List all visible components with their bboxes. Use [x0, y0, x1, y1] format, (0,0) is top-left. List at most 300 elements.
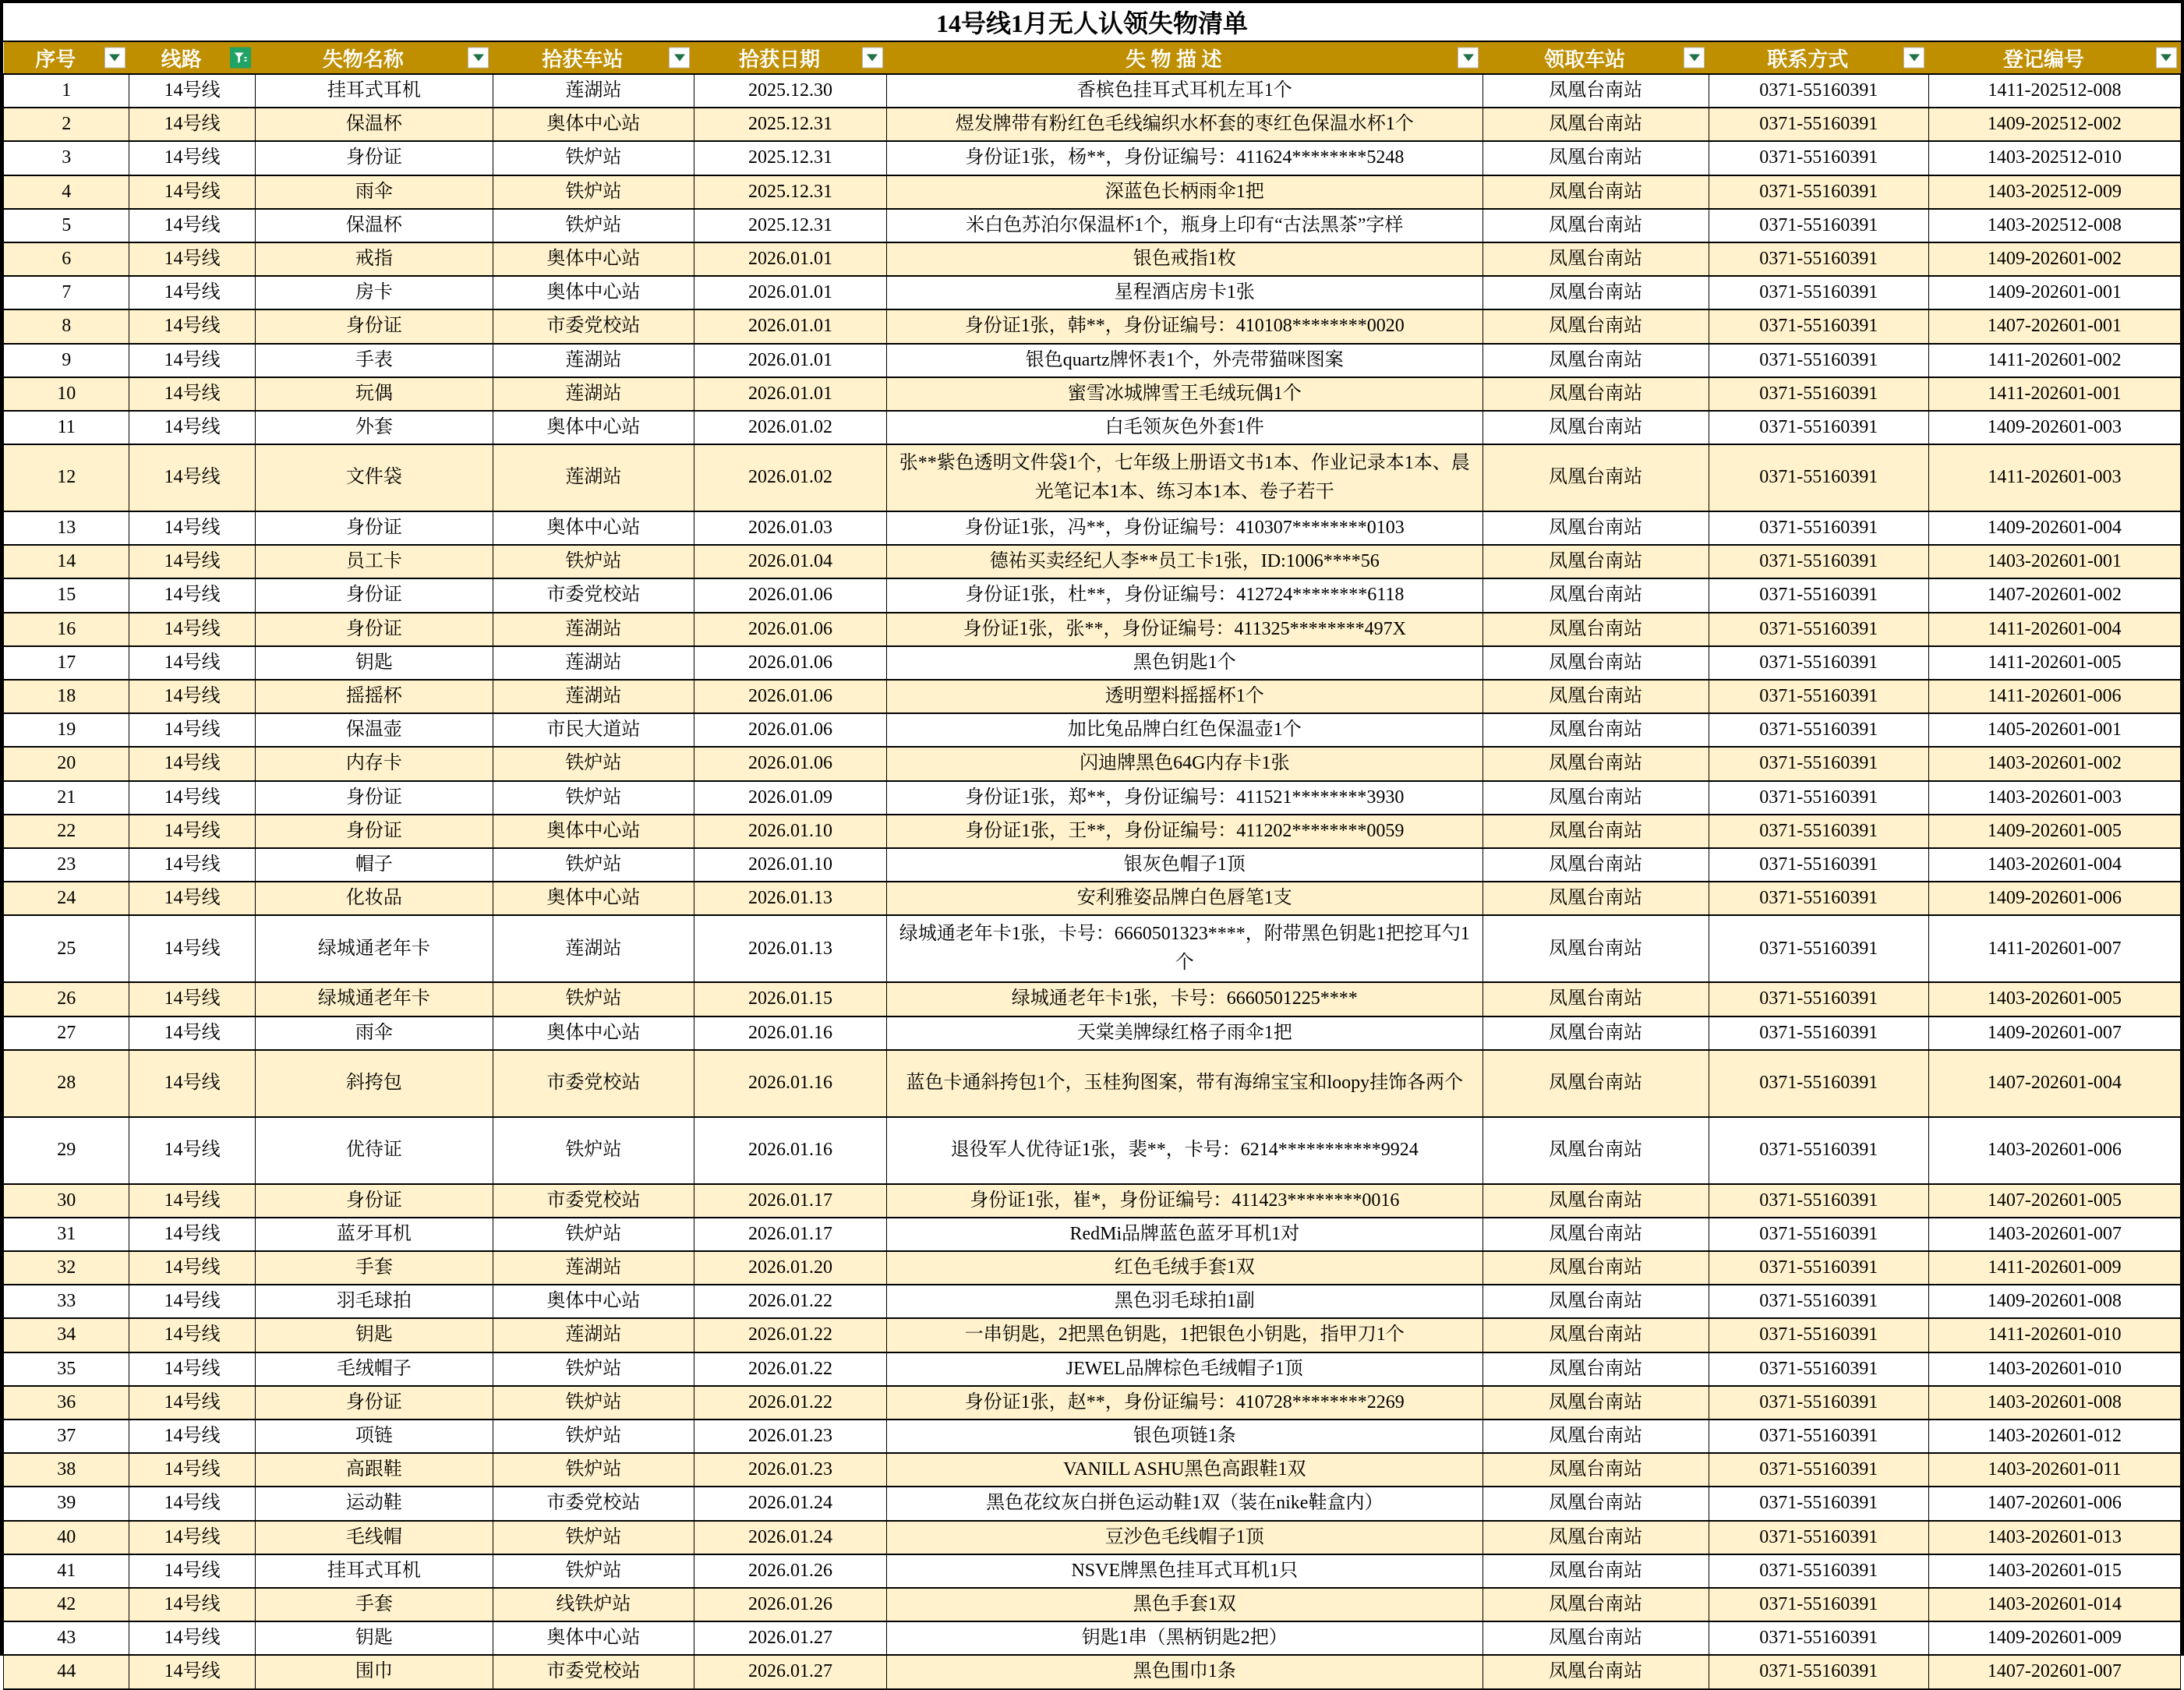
cell-desc: 香槟色挂耳式耳机左耳1个: [887, 74, 1483, 108]
cell-pickup-station: 凤凰台南站: [1483, 815, 1709, 848]
cell-desc: 绿城通老年卡1张，卡号：6660501323****，附带黑色钥匙1把挖耳勺1个: [887, 915, 1483, 982]
cell-contact: 0371-55160391: [1709, 108, 1928, 141]
cell-item: 身份证: [255, 781, 493, 815]
table-row: [4, 848, 2181, 882]
table-row: [4, 344, 2181, 377]
cell-date: 2026.01.16: [694, 1117, 886, 1184]
cell-pickup-station: 凤凰台南站: [1483, 1453, 1709, 1487]
cell-no: 16: [4, 613, 129, 646]
cell-reg-no: 1403-202601-005: [1928, 982, 2180, 1016]
cell-pickup-station: 凤凰台南站: [1483, 108, 1709, 141]
table-row: [4, 1285, 2181, 1318]
cell-contact: 0371-55160391: [1709, 1420, 1928, 1453]
cell-line: 14号线: [129, 1420, 255, 1453]
cell-line: 14号线: [129, 444, 255, 511]
table-row: [4, 882, 2181, 915]
cell-reg-no: 1407-202601-002: [1928, 578, 2180, 612]
cell-reg-no: 1407-202601-001: [1928, 309, 2180, 343]
cell-desc: 身份证1张，韩**，身份证编号：410108********0020: [887, 309, 1483, 343]
cell-found-station: 莲湖站: [493, 344, 694, 377]
filter-dropdown-button[interactable]: [1903, 48, 1924, 69]
cell-contact: 0371-55160391: [1709, 1050, 1928, 1117]
cell-date: 2026.01.27: [694, 1655, 886, 1688]
cell-found-station: 莲湖站: [493, 915, 694, 982]
cell-reg-no: 1403-202512-010: [1928, 141, 2180, 175]
table-row: [4, 1352, 2181, 1386]
table-row: [4, 309, 2181, 343]
cell-no: 34: [4, 1318, 129, 1352]
cell-found-station: 奥体中心站: [493, 411, 694, 444]
cell-line: 14号线: [129, 915, 255, 982]
table-row: [4, 242, 2181, 276]
cell-pickup-station: 凤凰台南站: [1483, 1352, 1709, 1386]
cell-no: 14: [4, 545, 129, 578]
cell-pickup-station: 凤凰台南站: [1483, 1655, 1709, 1688]
cell-no: 26: [4, 982, 129, 1016]
column-header-no: [4, 42, 129, 74]
chevron-down-icon: [1689, 55, 1700, 62]
cell-desc: 身份证1张，赵**，身份证编号：410728********2269: [887, 1386, 1483, 1420]
cell-contact: 0371-55160391: [1709, 747, 1928, 780]
cell-reg-no: 1411-202512-008: [1928, 74, 2180, 108]
cell-contact: 0371-55160391: [1709, 578, 1928, 612]
cell-pickup-station: 凤凰台南站: [1483, 781, 1709, 815]
cell-reg-no: 1403-202601-001: [1928, 545, 2180, 578]
cell-desc: 退役军人优待证1张，裴**，卡号：6214***********9924: [887, 1117, 1483, 1184]
cell-no: 28: [4, 1050, 129, 1117]
column-header-contact: [1709, 42, 1928, 74]
cell-desc: 黑色手套1双: [887, 1588, 1483, 1621]
cell-contact: 0371-55160391: [1709, 1588, 1928, 1621]
cell-item: 钥匙: [255, 1318, 493, 1352]
cell-contact: 0371-55160391: [1709, 646, 1928, 680]
cell-pickup-station: 凤凰台南站: [1483, 545, 1709, 578]
cell-contact: 0371-55160391: [1709, 242, 1928, 276]
cell-contact: 0371-55160391: [1709, 915, 1928, 982]
cell-contact: 0371-55160391: [1709, 713, 1928, 747]
cell-pickup-station: 凤凰台南站: [1483, 74, 1709, 108]
cell-found-station: 莲湖站: [493, 613, 694, 646]
cell-desc: 加比兔品牌白红色保温壶1个: [887, 713, 1483, 747]
cell-found-station: 莲湖站: [493, 1251, 694, 1285]
cell-contact: 0371-55160391: [1709, 1016, 1928, 1050]
cell-found-station: 铁炉站: [493, 848, 694, 882]
cell-item: 雨伞: [255, 175, 493, 209]
chevron-down-icon: [1909, 55, 1920, 62]
cell-found-station: 市委党校站: [493, 1655, 694, 1688]
filter-dropdown-button[interactable]: [862, 48, 883, 69]
cell-pickup-station: 凤凰台南站: [1483, 377, 1709, 411]
cell-no: 39: [4, 1487, 129, 1520]
cell-reg-no: 1411-202601-003: [1928, 444, 2180, 511]
cell-desc: 黑色羽毛球拍1副: [887, 1285, 1483, 1318]
cell-contact: 0371-55160391: [1709, 1554, 1928, 1588]
cell-desc: 身份证1张，杜**，身份证编号：412724********6118: [887, 578, 1483, 612]
chevron-down-icon: [109, 55, 120, 62]
cell-line: 14号线: [129, 511, 255, 545]
table-row: [4, 982, 2181, 1016]
cell-contact: 0371-55160391: [1709, 209, 1928, 242]
cell-desc: 身份证1张，崔*，身份证编号：411423********0016: [887, 1184, 1483, 1218]
cell-desc: 红色毛绒手套1双: [887, 1251, 1483, 1285]
cell-line: 14号线: [129, 882, 255, 915]
cell-desc: 米白色苏泊尔保温杯1个，瓶身上印有“古法黑茶”字样: [887, 209, 1483, 242]
cell-contact: 0371-55160391: [1709, 1386, 1928, 1420]
cell-date: 2026.01.01: [694, 309, 886, 343]
cell-date: 2026.01.22: [694, 1318, 886, 1352]
cell-found-station: 奥体中心站: [493, 882, 694, 915]
cell-line: 14号线: [129, 242, 255, 276]
cell-reg-no: 1409-202601-007: [1928, 1016, 2180, 1050]
cell-desc: 身份证1张，杨**，身份证编号：411624********5248: [887, 141, 1483, 175]
cell-desc: 身份证1张，张**，身份证编号：411325********497X: [887, 613, 1483, 646]
cell-no: 8: [4, 309, 129, 343]
cell-date: 2026.01.23: [694, 1453, 886, 1487]
cell-date: 2026.01.06: [694, 578, 886, 612]
cell-contact: 0371-55160391: [1709, 1487, 1928, 1520]
cell-item: 挂耳式耳机: [255, 1554, 493, 1588]
cell-contact: 0371-55160391: [1709, 444, 1928, 511]
cell-item: 优待证: [255, 1117, 493, 1184]
filter-dropdown-button[interactable]: [468, 48, 489, 69]
table-row: [4, 646, 2181, 680]
cell-line: 14号线: [129, 1621, 255, 1655]
cell-pickup-station: 凤凰台南站: [1483, 1521, 1709, 1554]
cell-item: 毛绒帽子: [255, 1352, 493, 1386]
cell-no: 22: [4, 815, 129, 848]
cell-item: 文件袋: [255, 444, 493, 511]
cell-no: 2: [4, 108, 129, 141]
cell-no: 31: [4, 1218, 129, 1251]
table-row: [4, 74, 2181, 108]
cell-item: 斜挎包: [255, 1050, 493, 1117]
cell-reg-no: 1411-202601-006: [1928, 680, 2180, 713]
cell-line: 14号线: [129, 1521, 255, 1554]
cell-no: 24: [4, 882, 129, 915]
cell-pickup-station: 凤凰台南站: [1483, 613, 1709, 646]
cell-contact: 0371-55160391: [1709, 1352, 1928, 1386]
chevron-down-icon: [1463, 55, 1474, 62]
cell-contact: 0371-55160391: [1709, 1318, 1928, 1352]
cell-line: 14号线: [129, 1050, 255, 1117]
cell-found-station: 市民大道站: [493, 713, 694, 747]
cell-pickup-station: 凤凰台南站: [1483, 1285, 1709, 1318]
cell-contact: 0371-55160391: [1709, 1117, 1928, 1184]
cell-contact: 0371-55160391: [1709, 1621, 1928, 1655]
cell-item: 身份证: [255, 309, 493, 343]
cell-reg-no: 1403-202601-011: [1928, 1453, 2180, 1487]
cell-found-station: 铁炉站: [493, 747, 694, 780]
cell-found-station: 奥体中心站: [493, 511, 694, 545]
cell-no: 3: [4, 141, 129, 175]
table-row: [4, 1655, 2181, 1688]
cell-pickup-station: 凤凰台南站: [1483, 1184, 1709, 1218]
cell-pickup-station: 凤凰台南站: [1483, 1251, 1709, 1285]
cell-pickup-station: 凤凰台南站: [1483, 175, 1709, 209]
cell-found-station: 铁炉站: [493, 1453, 694, 1487]
cell-reg-no: 1403-202601-006: [1928, 1117, 2180, 1184]
cell-pickup-station: 凤凰台南站: [1483, 680, 1709, 713]
cell-desc: 煜发牌带有粉红色毛线编织水杯套的枣红色保温水杯1个: [887, 108, 1483, 141]
cell-contact: 0371-55160391: [1709, 545, 1928, 578]
cell-no: 1: [4, 74, 129, 108]
cell-pickup-station: 凤凰台南站: [1483, 1117, 1709, 1184]
cell-contact: 0371-55160391: [1709, 511, 1928, 545]
cell-line: 14号线: [129, 1184, 255, 1218]
column-label: 线路: [161, 48, 202, 71]
cell-desc: VANILL ASHU黑色高跟鞋1双: [887, 1453, 1483, 1487]
cell-date: 2026.01.02: [694, 411, 886, 444]
cell-contact: 0371-55160391: [1709, 1453, 1928, 1487]
cell-date: 2026.01.24: [694, 1487, 886, 1520]
cell-date: 2026.01.06: [694, 747, 886, 780]
cell-desc: JEWEL品牌棕色毛绒帽子1顶: [887, 1352, 1483, 1386]
cell-item: 钥匙: [255, 1621, 493, 1655]
cell-no: 37: [4, 1420, 129, 1453]
cell-no: 12: [4, 444, 129, 511]
cell-found-station: 奥体中心站: [493, 815, 694, 848]
cell-line: 14号线: [129, 377, 255, 411]
cell-line: 14号线: [129, 1655, 255, 1688]
table-row: [4, 444, 2181, 511]
cell-contact: 0371-55160391: [1709, 781, 1928, 815]
table-row: [4, 915, 2181, 982]
cell-pickup-station: 凤凰台南站: [1483, 848, 1709, 882]
cell-no: 7: [4, 276, 129, 309]
header-row: [4, 42, 2181, 74]
table-row: [4, 1521, 2181, 1554]
table-row: [4, 1016, 2181, 1050]
cell-line: 14号线: [129, 848, 255, 882]
cell-reg-no: 1411-202601-004: [1928, 613, 2180, 646]
cell-date: 2026.01.27: [694, 1621, 886, 1655]
table-row: [4, 141, 2181, 175]
cell-desc: 钥匙1串（黑柄钥匙2把）: [887, 1621, 1483, 1655]
filter-dropdown-button[interactable]: [1458, 48, 1479, 69]
cell-found-station: 莲湖站: [493, 74, 694, 108]
cell-reg-no: 1411-202601-005: [1928, 646, 2180, 680]
cell-pickup-station: 凤凰台南站: [1483, 276, 1709, 309]
cell-no: 23: [4, 848, 129, 882]
cell-desc: 天棠美牌绿红格子雨伞1把: [887, 1016, 1483, 1050]
table-row: [4, 545, 2181, 578]
cell-item: 戒指: [255, 242, 493, 276]
page-title: 14号线1月无人认领失物清单: [3, 3, 2181, 42]
cell-desc: 银色戒指1枚: [887, 242, 1483, 276]
cell-found-station: 市委党校站: [493, 1487, 694, 1520]
cell-item: 摇摇杯: [255, 680, 493, 713]
column-header-pickup-station: [1483, 42, 1709, 74]
cell-no: 11: [4, 411, 129, 444]
cell-desc: 黑色钥匙1个: [887, 646, 1483, 680]
cell-reg-no: 1409-202601-003: [1928, 411, 2180, 444]
cell-pickup-station: 凤凰台南站: [1483, 747, 1709, 780]
table-row: [4, 1251, 2181, 1285]
cell-line: 14号线: [129, 1352, 255, 1386]
cell-no: 17: [4, 646, 129, 680]
active-filter-button[interactable]: [230, 48, 251, 69]
cell-reg-no: 1407-202601-007: [1928, 1655, 2180, 1688]
table-row: [4, 781, 2181, 815]
column-header-line: [129, 42, 255, 74]
column-label: 拾获车站: [542, 48, 624, 71]
cell-pickup-station: 凤凰台南站: [1483, 1050, 1709, 1117]
cell-item: 毛线帽: [255, 1521, 493, 1554]
cell-date: 2026.01.01: [694, 344, 886, 377]
cell-no: 43: [4, 1621, 129, 1655]
cell-date: 2026.01.17: [694, 1184, 886, 1218]
cell-pickup-station: 凤凰台南站: [1483, 344, 1709, 377]
cell-date: 2026.01.17: [694, 1218, 886, 1251]
cell-reg-no: 1409-202512-002: [1928, 108, 2180, 141]
cell-pickup-station: 凤凰台南站: [1483, 578, 1709, 612]
cell-found-station: 铁炉站: [493, 1218, 694, 1251]
cell-date: 2026.01.22: [694, 1352, 886, 1386]
cell-item: 项链: [255, 1420, 493, 1453]
cell-found-station: 奥体中心站: [493, 242, 694, 276]
cell-date: 2026.01.06: [694, 680, 886, 713]
cell-contact: 0371-55160391: [1709, 377, 1928, 411]
cell-found-station: 奥体中心站: [493, 1621, 694, 1655]
column-label: 拾获日期: [738, 48, 820, 71]
cell-found-station: 市委党校站: [493, 1184, 694, 1218]
cell-reg-no: 1403-202601-010: [1928, 1352, 2180, 1386]
chevron-down-icon: [2161, 55, 2172, 62]
cell-item: 保温壶: [255, 713, 493, 747]
cell-found-station: 铁炉站: [493, 1420, 694, 1453]
cell-no: 36: [4, 1386, 129, 1420]
cell-reg-no: 1407-202601-004: [1928, 1050, 2180, 1117]
filter-dropdown-button[interactable]: [104, 48, 125, 69]
cell-desc: 蓝色卡通斜挎包1个，玉桂狗图案，带有海绵宝宝和loopy挂饰各两个: [887, 1050, 1483, 1117]
cell-reg-no: 1403-202601-002: [1928, 747, 2180, 780]
cell-contact: 0371-55160391: [1709, 1285, 1928, 1318]
cell-line: 14号线: [129, 1016, 255, 1050]
table-row: [4, 1453, 2181, 1487]
cell-date: 2026.01.15: [694, 982, 886, 1016]
cell-date: 2026.01.03: [694, 511, 886, 545]
cell-date: 2025.12.31: [694, 141, 886, 175]
cell-item: 绿城通老年卡: [255, 982, 493, 1016]
cell-line: 14号线: [129, 108, 255, 141]
lost-items-table: [3, 42, 2181, 1690]
column-label: 登记编号: [2002, 48, 2084, 71]
cell-reg-no: 1411-202601-007: [1928, 915, 2180, 982]
cell-line: 14号线: [129, 141, 255, 175]
cell-reg-no: 1403-202601-004: [1928, 848, 2180, 882]
cell-item: 手套: [255, 1588, 493, 1621]
table-body: [4, 74, 2181, 1689]
table-row: [4, 377, 2181, 411]
cell-no: 38: [4, 1453, 129, 1487]
table-row: [4, 276, 2181, 309]
cell-line: 14号线: [129, 713, 255, 747]
cell-item: 身份证: [255, 511, 493, 545]
cell-found-station: 奥体中心站: [493, 108, 694, 141]
cell-reg-no: 1409-202601-004: [1928, 511, 2180, 545]
table-row: [4, 680, 2181, 713]
cell-no: 10: [4, 377, 129, 411]
cell-date: 2026.01.06: [694, 713, 886, 747]
cell-no: 9: [4, 344, 129, 377]
cell-line: 14号线: [129, 982, 255, 1016]
table-row: [4, 209, 2181, 242]
cell-desc: 绿城通老年卡1张，卡号：6660501225****: [887, 982, 1483, 1016]
cell-line: 14号线: [129, 1251, 255, 1285]
cell-reg-no: 1403-202601-008: [1928, 1386, 2180, 1420]
cell-no: 20: [4, 747, 129, 780]
cell-desc: NSVE牌黑色挂耳式耳机1只: [887, 1554, 1483, 1588]
cell-pickup-station: 凤凰台南站: [1483, 1621, 1709, 1655]
cell-item: 身份证: [255, 613, 493, 646]
cell-found-station: 市委党校站: [493, 578, 694, 612]
table-row: [4, 1588, 2181, 1621]
table-row: [4, 815, 2181, 848]
table-row: [4, 578, 2181, 612]
cell-desc: 白毛领灰色外套1件: [887, 411, 1483, 444]
cell-no: 27: [4, 1016, 129, 1050]
cell-line: 14号线: [129, 344, 255, 377]
cell-item: 挂耳式耳机: [255, 74, 493, 108]
cell-date: 2025.12.31: [694, 175, 886, 209]
cell-no: 18: [4, 680, 129, 713]
column-label: 领取车站: [1544, 48, 1626, 71]
filter-dropdown-button[interactable]: [1684, 48, 1705, 69]
filter-dropdown-button[interactable]: [2156, 48, 2177, 69]
filter-dropdown-button[interactable]: [669, 48, 690, 69]
cell-desc: 黑色围巾1条: [887, 1655, 1483, 1688]
cell-reg-no: 1403-202512-009: [1928, 175, 2180, 209]
cell-date: 2025.12.31: [694, 209, 886, 242]
cell-line: 14号线: [129, 1117, 255, 1184]
cell-found-station: 市委党校站: [493, 1050, 694, 1117]
table-row: [4, 108, 2181, 141]
cell-date: 2026.01.09: [694, 781, 886, 815]
cell-pickup-station: 凤凰台南站: [1483, 209, 1709, 242]
cell-date: 2025.12.31: [694, 108, 886, 141]
cell-found-station: 铁炉站: [493, 1117, 694, 1184]
cell-found-station: 线铁炉站: [493, 1588, 694, 1621]
cell-item: 身份证: [255, 141, 493, 175]
cell-found-station: 铁炉站: [493, 209, 694, 242]
cell-item: 蓝牙耳机: [255, 1218, 493, 1251]
table-row: [4, 1621, 2181, 1655]
table-row: [4, 1554, 2181, 1588]
cell-pickup-station: 凤凰台南站: [1483, 1487, 1709, 1520]
cell-found-station: 奥体中心站: [493, 1285, 694, 1318]
cell-no: 41: [4, 1554, 129, 1588]
cell-contact: 0371-55160391: [1709, 344, 1928, 377]
cell-line: 14号线: [129, 613, 255, 646]
table-row: [4, 713, 2181, 747]
cell-item: 绿城通老年卡: [255, 915, 493, 982]
cell-found-station: 莲湖站: [493, 444, 694, 511]
cell-line: 14号线: [129, 815, 255, 848]
cell-reg-no: 1409-202601-008: [1928, 1285, 2180, 1318]
cell-found-station: 市委党校站: [493, 309, 694, 343]
cell-date: 2026.01.24: [694, 1521, 886, 1554]
cell-pickup-station: 凤凰台南站: [1483, 882, 1709, 915]
cell-line: 14号线: [129, 74, 255, 108]
column-label: 序号: [35, 48, 76, 71]
cell-contact: 0371-55160391: [1709, 309, 1928, 343]
cell-contact: 0371-55160391: [1709, 141, 1928, 175]
table-row: [4, 1184, 2181, 1218]
cell-found-station: 铁炉站: [493, 781, 694, 815]
cell-no: 6: [4, 242, 129, 276]
cell-pickup-station: 凤凰台南站: [1483, 915, 1709, 982]
cell-item: 玩偶: [255, 377, 493, 411]
